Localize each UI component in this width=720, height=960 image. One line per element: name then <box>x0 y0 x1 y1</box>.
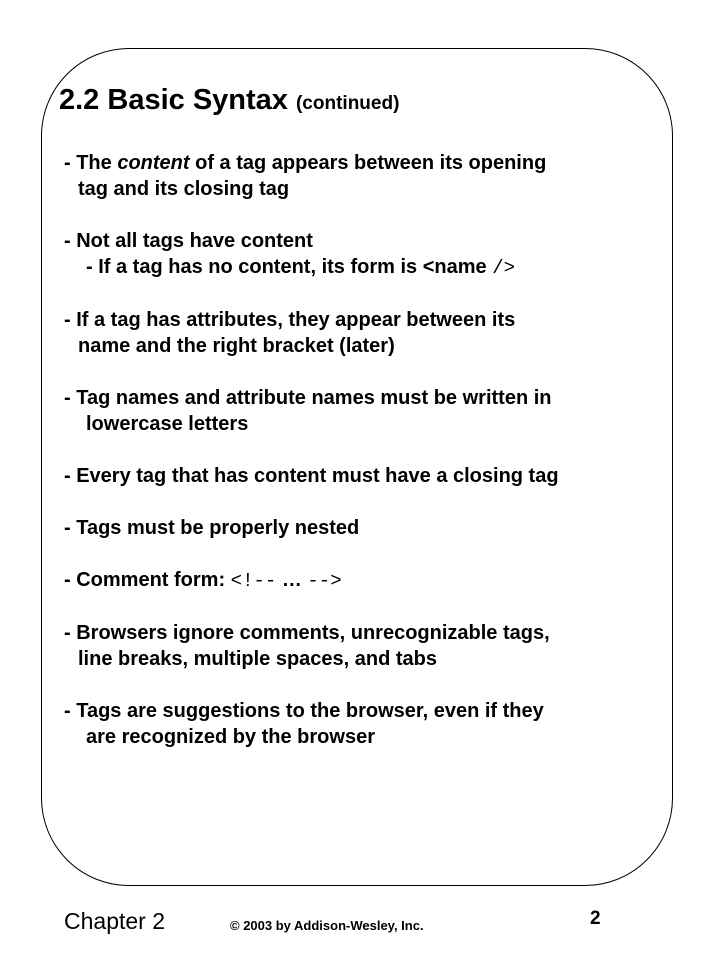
bullet-nested <box>64 515 664 541</box>
bullet-closing-tag <box>64 463 664 489</box>
bullet-content <box>64 150 664 202</box>
bullet-prefix: - The <box>64 152 118 174</box>
sub-bullet-text: - If a tag has no content, its form is <box>86 256 423 278</box>
emphasis-text: content <box>117 152 190 174</box>
code-ellipsis: … <box>276 569 308 591</box>
code-comment-close: --> <box>307 570 342 592</box>
code-self-close: /> <box>492 257 516 279</box>
code-comment-open: <!-- <box>230 570 277 592</box>
code-name: name <box>434 256 493 278</box>
slide-title-main: 2.2 Basic Syntax <box>59 84 288 116</box>
bullet-continuation: name and the right bracket (later) <box>78 335 395 357</box>
bullet-line: - If a tag has attributes, they appear between its <box>64 309 516 331</box>
bullet-line: - Tags must be properly nested <box>64 517 360 539</box>
bullet-browsers-ignore <box>64 620 664 672</box>
slide-title-sub: (continued) <box>295 93 400 114</box>
bullet-line <box>64 567 664 594</box>
bullet-line <box>64 150 664 176</box>
bullet-line: - Not all tags have content <box>64 230 313 252</box>
bullet-line: - Tag names and attribute names must be written in <box>64 387 552 409</box>
page-number: 2 <box>590 908 601 929</box>
bullet-label: - Comment form: <box>64 569 231 591</box>
footer-chapter: Chapter 2 <box>64 908 166 934</box>
bullet-attributes <box>64 307 664 359</box>
bullet-not-all-tags <box>64 228 664 281</box>
bullet-continuation: lowercase letters <box>86 413 249 435</box>
bullet-continuation: tag and its closing tag <box>78 178 290 200</box>
bullet-line: - Tags are suggestions to the browser, even if they <box>64 700 544 722</box>
footer-copyright: © 2003 by Addison-Wesley, Inc. <box>230 918 424 933</box>
bullet-suggestions <box>64 698 664 750</box>
sub-bullet-empty-tag <box>64 254 664 281</box>
bullet-line: - Every tag that has content must have a closing tag <box>64 465 559 487</box>
bullet-line: - Browsers ignore comments, unrecognizable tags, <box>64 622 550 644</box>
code-open-bracket: < <box>422 256 435 278</box>
bullet-continuation: are recognized by the browser <box>86 726 375 748</box>
bullet-comment-form <box>64 567 664 594</box>
bullet-continuation: line breaks, multiple spaces, and tabs <box>78 648 438 670</box>
bullet-lowercase <box>64 385 664 437</box>
slide-title <box>59 84 399 117</box>
bullet-rest: of a tag appears between its opening <box>189 152 547 174</box>
slide-content <box>64 150 664 750</box>
